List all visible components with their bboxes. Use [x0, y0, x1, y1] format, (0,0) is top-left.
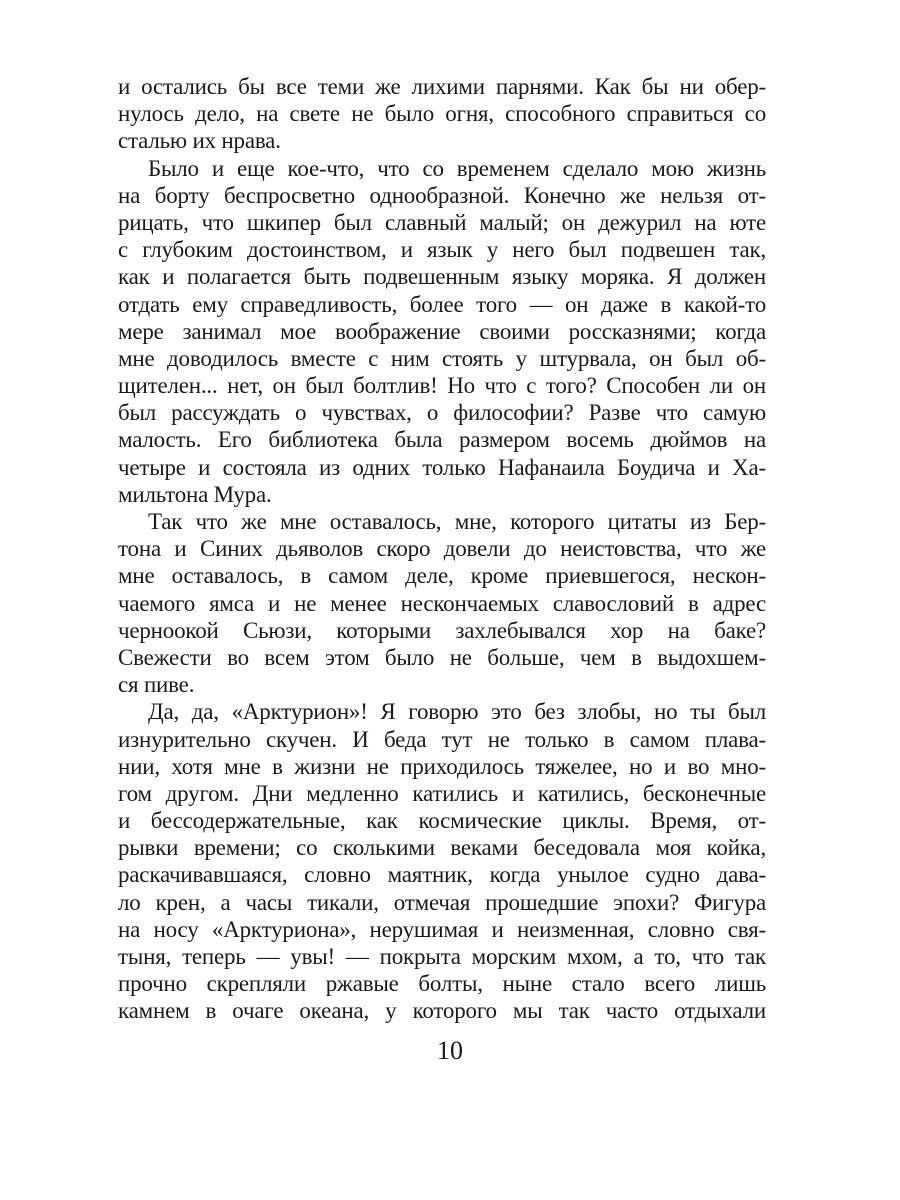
text-line: малость. Его библиотека была размером восемь дюймов на	[118, 427, 766, 453]
text-line: ло крен, а часы тикали, отмечая прошедшие эпохи? Фигура	[118, 889, 766, 915]
text-line: с глубоким достоинством, и язык у него был подвешен так,	[118, 237, 766, 263]
text-line: Было и еще кое-что, что со временем сделало мою жизнь	[148, 155, 766, 181]
text-line: гом другом. Дни медленно катились и катились, бесконечные	[118, 780, 766, 806]
text-line: на борту беспросветно однообразной. Конечно же нельзя от-	[118, 182, 766, 208]
text-line: как и полагается быть подвешенным языку моряка. Я должен	[118, 264, 766, 290]
text-line: Так что же мне оставалось, мне, которого цитаты из Бер-	[148, 509, 766, 534]
text-line: мере занимал мое воображение своими россказнями; когда	[118, 318, 766, 344]
text-line: отдать ему справедливость, более того — он даже в какой-то	[118, 291, 766, 317]
text-line: щителен... нет, он был болтлив! Но что с того? Способен ли он	[118, 373, 766, 399]
text-line: Да, да, «Арктурион»! Я говорю это без злобы, но ты был	[148, 699, 766, 725]
text-line: Свежести во всем этом было не больше, чем в выдохшем-	[118, 644, 766, 670]
page-body-text	[118, 73, 766, 1025]
text-line: раскачивавшаяся, словно маятник, когда унылое судно дава-	[118, 862, 766, 888]
text-line: мильтона Мура.	[118, 481, 272, 507]
page-number: 10	[437, 1036, 463, 1065]
text-line: камнем в очаге океана, у которого мы так часто отдыхали	[118, 998, 766, 1024]
text-line: изнурительно скучен. И беда тут не только в самом плава-	[118, 726, 766, 752]
text-line: рицать, что шкипер был славный малый; он дежурил на юте	[118, 209, 766, 235]
text-line: прочно скрепляли ржавые болты, ныне стало всего лишь	[118, 971, 766, 997]
text-line: черноокой Сьюзи, которыми захлебывался хор на баке?	[118, 617, 766, 643]
text-line: нии, хотя мне в жизни не приходилось тяжелее, но и во мно-	[118, 753, 766, 779]
text-line: рывки времени; со сколькими веками беседовала моя койка,	[118, 835, 766, 861]
text-line: мне оставалось, в самом деле, кроме приевшегося, нескон-	[118, 563, 766, 589]
text-line: сталью их нрава.	[118, 128, 281, 154]
text-line: на носу «Арктуриона», нерушимая и неизменная, словно свя-	[118, 916, 766, 942]
text-line: чаемого ямса и не менее нескончаемых славословий в адрес	[118, 590, 766, 616]
text-line: и остались бы все теми же лихими парнями. Как бы ни обер-	[118, 74, 766, 99]
text-line: тона и Синих дьяволов скоро довели до неистовства, что же	[118, 536, 766, 562]
text-line: четыре и состояла из одних только Нафанаила Боудича и Ха-	[118, 454, 766, 480]
text-line: мне доводилось вместе с ним стоять у штурвала, он был об-	[118, 345, 766, 371]
text-line: и бессодержательные, как космические циклы. Время, от-	[118, 808, 766, 834]
text-line: ся пиве.	[118, 672, 195, 698]
text-line: нулось дело, на свете не было огня, способного справиться со	[118, 101, 766, 127]
text-line: тыня, теперь — увы! — покрыта морским мхом, а то, что так	[118, 944, 766, 969]
text-line: был рассуждать о чувствах, о философии? Разве что самую	[118, 400, 766, 426]
